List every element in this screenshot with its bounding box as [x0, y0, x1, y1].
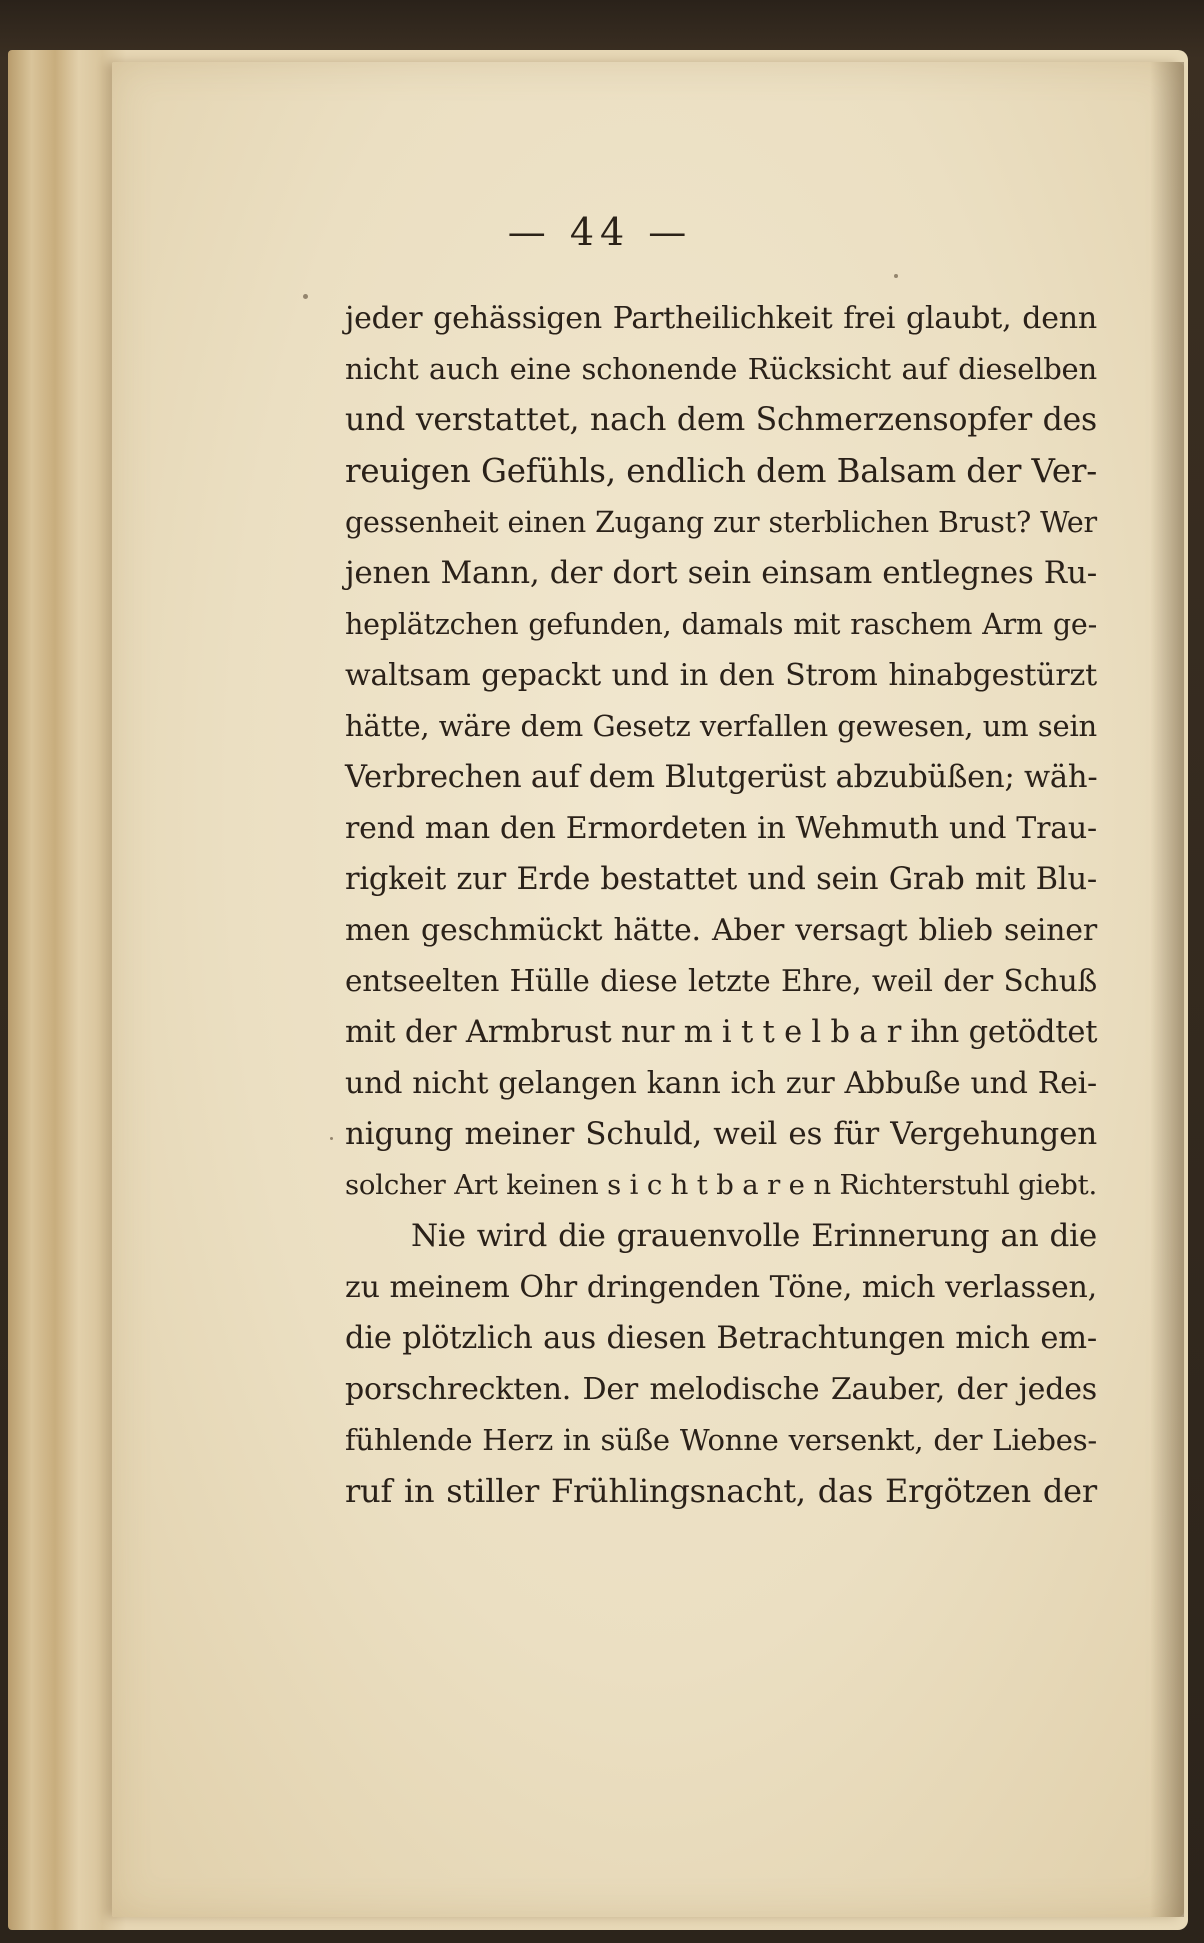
- text-line: mit der Armbrust nur m i t t e l b a r ihn getödtet: [345, 1015, 1098, 1050]
- text-line: rend man den Ermordeten in Wehmuth und Trau-: [345, 811, 1097, 846]
- text-line: men geschmückt hätte. Aber versagt blieb seiner: [345, 913, 1097, 948]
- text-line: nicht auch eine schonende Rücksicht auf dieselben: [345, 352, 1097, 386]
- text-line: jeder gehässigen Partheilichkeit frei glaubt, denn: [345, 301, 1097, 336]
- body-text: [345, 293, 1097, 1517]
- text-line: rigkeit zur Erde bestattet und sein Grab mit Blu-: [345, 862, 1097, 897]
- paper-speck: [303, 294, 308, 299]
- text-line: jenen Mann, der dort sein einsam entlegnes Ru-: [345, 555, 1097, 591]
- text-line: heplätzchen gefunden, damals mit raschem Arm ge-: [345, 608, 1097, 641]
- paper-speck: [330, 1137, 333, 1140]
- text-line: Verbrechen auf dem Blutgerüst abzubüßen; wäh-: [345, 760, 1098, 795]
- text-line: porschreckten. Der melodische Zauber, der jedes: [345, 1372, 1097, 1407]
- spine-shadow: [1150, 62, 1184, 1917]
- text-line: solcher Art keinen s i c h t b a r e n Richterstuhl giebt.: [345, 1169, 1097, 1201]
- text-line: Nie wird die grauenvolle Erinnerung an die: [411, 1218, 1097, 1254]
- text-line: zu meinem Ohr dringenden Töne, mich verlassen,: [345, 1270, 1097, 1305]
- text-line: waltsam gepackt und in den Strom hinabgestürzt: [345, 658, 1097, 693]
- page-number: — 44 —: [507, 210, 693, 254]
- text-line: entseelten Hülle diese letzte Ehre, weil der Schuß: [345, 964, 1097, 998]
- text-line: ruf in stiller Frühlingsnacht, das Ergötzen der: [345, 1472, 1097, 1510]
- text-line: und verstattet, nach dem Schmerzensopfer des: [345, 402, 1097, 438]
- text-line: nigung meiner Schuld, weil es für Vergehungen: [345, 1116, 1097, 1152]
- text-line: gessenheit einen Zugang zur sterblichen Brust? Wer: [345, 506, 1097, 539]
- text-line: die plötzlich aus diesen Betrachtungen mich em-: [345, 1321, 1097, 1356]
- text-line: reuigen Gefühls, endlich dem Balsam der Ver-: [345, 452, 1097, 490]
- text-line: fühlende Herz in süße Wonne versenkt, der Liebes-: [345, 1423, 1097, 1457]
- text-line: hätte, wäre dem Gesetz verfallen gewesen, um sein: [345, 709, 1097, 743]
- text-line: und nicht gelangen kann ich zur Abbuße und Rei-: [345, 1066, 1097, 1101]
- paper-speck: [894, 274, 898, 278]
